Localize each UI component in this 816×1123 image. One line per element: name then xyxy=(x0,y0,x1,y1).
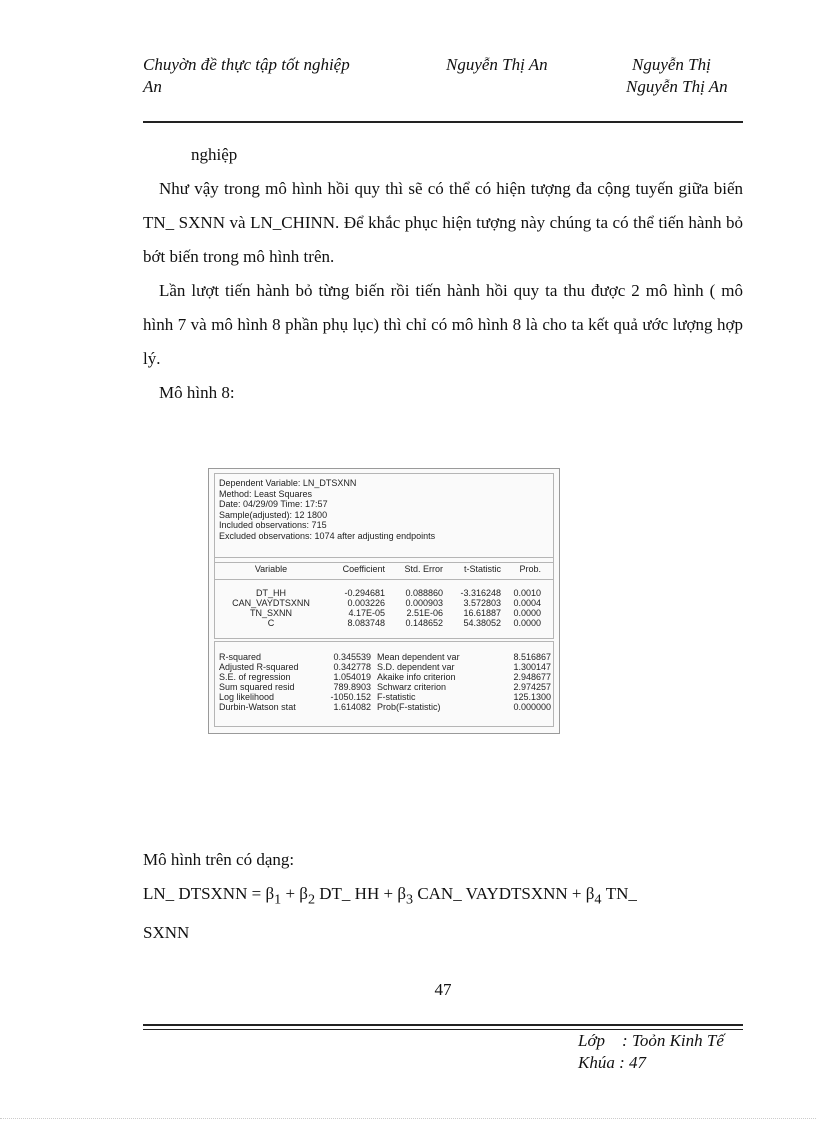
cell: 0.0004 xyxy=(513,598,541,608)
regression-meta xyxy=(214,473,554,563)
paragraph-continuation: nghiệp xyxy=(191,145,238,164)
eq-part: CAN_ VAYDTSXNN + xyxy=(413,884,586,903)
model-form-label: Mô hình trên có dạng: xyxy=(143,850,295,869)
cell: Schwarz criterion xyxy=(377,682,447,692)
cell: 0.0000 xyxy=(513,618,541,628)
beta-subscript: 3 xyxy=(405,891,414,908)
cell: S.E. of regression xyxy=(219,672,291,682)
beta-subscript: 2 xyxy=(307,891,316,908)
cell: 54.38052 xyxy=(463,618,501,628)
beta-subscript: 4 xyxy=(594,891,602,908)
regression-output-table xyxy=(208,468,560,734)
cell: 789.8903 xyxy=(333,682,371,692)
cell: Akaike info criterion xyxy=(377,672,456,682)
cell: 0.0000 xyxy=(513,608,541,618)
eq-part: + xyxy=(281,884,300,903)
beta-symbol: β xyxy=(265,884,275,903)
beta-symbol: β xyxy=(397,884,406,903)
header-left-line2: An xyxy=(143,77,162,96)
eq-part: DT_ HH + xyxy=(315,884,398,903)
meta-line: Date: 04/29/09 Time: 17:57 xyxy=(219,499,328,509)
cell: 0.345539 xyxy=(333,652,371,662)
cell: 2.51E-06 xyxy=(406,608,443,618)
cell: 0.000903 xyxy=(405,598,443,608)
cell: 3.572803 xyxy=(463,598,501,608)
cell: -1050.152 xyxy=(330,692,371,702)
cell: 1.054019 xyxy=(333,672,371,682)
paragraph-1: Như vậy trong mô hình hồi quy thì sẽ có thể có hiện tượng đa cộng tuyến giữa biến TN_ SXNN và LN_CHINN. Để khắc phục hiện tượng này chúng ta có thể tiến hành bỏ bớt biến trong mô hình trên. xyxy=(143,179,743,266)
eq-part: TN_ xyxy=(601,884,637,903)
col-header: t-Statistic xyxy=(463,564,501,574)
header-rule xyxy=(143,121,743,123)
header-right-line2: Nguyễn Thị An xyxy=(626,77,728,96)
cell: -3.316248 xyxy=(460,588,501,598)
cell: 2.948677 xyxy=(513,672,551,682)
statistics-table xyxy=(214,641,554,727)
coef-header-row xyxy=(215,564,553,574)
meta-line: Dependent Variable: LN_DTSXNN xyxy=(219,478,357,488)
table-row xyxy=(215,608,553,618)
cell: TN_SXNN xyxy=(249,608,292,618)
model-equation xyxy=(143,877,743,916)
stats-row xyxy=(215,672,553,682)
footer-course: Khúa : 47 xyxy=(578,1053,646,1072)
coefficient-table xyxy=(214,557,554,639)
cell: 1.300147 xyxy=(513,662,551,672)
meta-line: Excluded observations: 1074 after adjusting endpoints xyxy=(219,530,436,541)
beta-symbol: β xyxy=(585,884,595,903)
page-number: 47 xyxy=(434,980,452,999)
header-middle: Nguyễn Thị An xyxy=(446,55,548,74)
model-equation-line2: SXNN xyxy=(143,923,190,943)
cell: 8.516867 xyxy=(513,652,551,662)
table-row xyxy=(215,618,553,628)
cell: S.D. dependent var xyxy=(377,662,455,672)
cell: DT_HH xyxy=(255,588,286,598)
cell: Prob(F-statistic) xyxy=(377,702,441,712)
header-left-line1: Chuyờn đề thực tập tốt nghiệp xyxy=(143,55,350,74)
paragraph-2: Lần lượt tiến hành bỏ từng biến rồi tiến hành hồi quy ta thu được 2 mô hình ( mô hình 7 và mô hình 8 phần phụ lục) thì chỉ có mô hình 8 là cho ta kết quả ước lượng hợp lý. xyxy=(143,281,743,368)
model-label: Mô hình 8: xyxy=(159,383,235,402)
meta-line: Included observations: 715 xyxy=(219,520,327,530)
cell: 0.000000 xyxy=(513,702,551,712)
cell: 0.0010 xyxy=(513,588,541,598)
cell: Sum squared resid xyxy=(219,682,295,692)
cell: 0.342778 xyxy=(333,662,371,672)
stats-row xyxy=(215,662,553,672)
col-header: Std. Error xyxy=(404,564,443,574)
cell: 4.17E-05 xyxy=(348,608,385,618)
stats-row xyxy=(215,702,553,712)
footer-class: Lớp : Toỏn Kinh Tế xyxy=(578,1031,724,1050)
beta-subscript: 1 xyxy=(274,891,282,908)
cell: -0.294681 xyxy=(344,588,385,598)
cell: CAN_VAYDTSXNN xyxy=(232,598,310,608)
cell: F-statistic xyxy=(377,692,416,702)
col-header: Coefficient xyxy=(342,564,385,574)
col-header: Variable xyxy=(254,564,288,574)
stats-row xyxy=(215,692,553,702)
meta-line: Method: Least Squares xyxy=(219,488,313,499)
cell: 16.61887 xyxy=(463,608,501,618)
cell: 0.003226 xyxy=(347,598,385,608)
cell: 0.088860 xyxy=(405,588,443,598)
cell: 2.974257 xyxy=(513,682,551,692)
cell: Durbin-Watson stat xyxy=(219,702,296,712)
cell: 8.083748 xyxy=(347,618,385,628)
cell: Adjusted R-squared xyxy=(219,662,299,672)
coef-divider xyxy=(215,579,553,580)
cell: Log likelihood xyxy=(219,692,275,702)
cell: C xyxy=(267,618,275,628)
cell: 0.148652 xyxy=(405,618,443,628)
cell: 1.614082 xyxy=(333,702,371,712)
body-text xyxy=(143,138,743,410)
cell: R-squared xyxy=(219,652,262,662)
stats-row xyxy=(215,652,553,662)
cell: Mean dependent var xyxy=(377,652,460,662)
table-row xyxy=(215,588,553,598)
stats-row xyxy=(215,682,553,692)
col-header: Prob. xyxy=(519,564,541,574)
beta-symbol: β xyxy=(299,884,308,903)
page-edge xyxy=(0,1118,816,1120)
model-form xyxy=(143,843,743,950)
meta-line: Sample(adjusted): 12 1800 xyxy=(219,509,328,520)
footer-rule-top xyxy=(143,1024,743,1026)
cell: 125.1300 xyxy=(513,692,551,702)
eq-lhs: LN_ DTSXNN = xyxy=(143,884,266,903)
header-right-line1: Nguyễn Thị xyxy=(632,55,711,74)
table-row xyxy=(215,598,553,608)
